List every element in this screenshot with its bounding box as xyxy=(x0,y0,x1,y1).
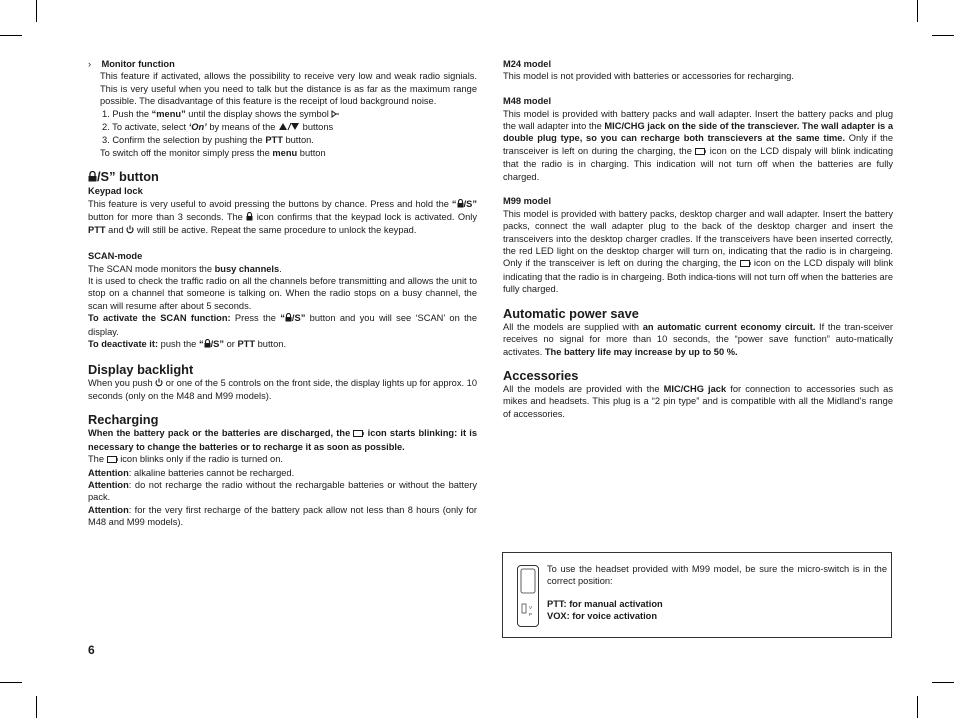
m99-text: This model is provided with battery packs, desktop charger and wall adapter. Insert the battery packs, connect the wall adapter plug to the back of the desktop charger and insert the transceivers into the desktop charger cradles. If the transceivers have been inserted correctly, the red LED light on the desktop charger will turn on, indicating that the radio is in chargeing. Only if the transceiver is left on during the charging, the icon on the LCD dispaly will blink indicating that the radio is in chargeing. Both indica-tions will not turn off when the batteries are fully charged. xyxy=(503,208,893,295)
power-save-text: All the models are supplied with an automatic current economy circuit. If the tran-sceiver receives no signal for more than 10 seconds, the “power save function” auto-matically activates. The battery life may increase by up to 50 %. xyxy=(503,321,894,357)
crop-mark xyxy=(36,0,37,22)
scan-mode-title: SCAN-mode xyxy=(88,251,143,262)
attention-3: Attention: for the very first recharge of the battery pack allow not less than 8 hours (only for M48 and M99 models). xyxy=(88,504,477,528)
lock-icon xyxy=(285,313,292,325)
keypad-lock-subtitle: Keypad lock xyxy=(88,186,143,197)
battery-icon xyxy=(353,428,364,440)
crop-mark xyxy=(917,696,918,718)
right-column xyxy=(503,58,893,420)
crop-mark xyxy=(932,35,954,36)
battery-icon xyxy=(695,146,706,158)
page-number: 6 xyxy=(88,643,95,657)
monitor-step-3: 3. Confirm the selection by pushing the PTT button. xyxy=(102,135,314,146)
battery-icon xyxy=(107,454,118,466)
crop-mark xyxy=(917,0,918,22)
scan-deactivate: To deactivate it: push the “ /S” or PTT button. xyxy=(88,338,477,351)
m99-title: M99 model xyxy=(503,196,552,207)
monitor-step-1: 1. Push the “menu” until the display shows the symbol xyxy=(102,108,477,121)
power-icon xyxy=(155,378,163,390)
keypad-lock-text: This feature is very useful to avoid pressing the buttons by chance. Press and hold the “ /S” button for more than 3 seconds. The icon confirms that the keypad lock is activated. Only PTT and will still be active. Repeat the same procedure to unlock the keypad. xyxy=(88,198,477,238)
crop-mark xyxy=(0,35,22,36)
note-ptt: PTT: for manual activation xyxy=(547,598,663,609)
monitor-heading xyxy=(88,58,477,70)
backlight-title: Display backlight xyxy=(88,361,194,377)
monitor-step-2: 2. To activate, select ‘On’ by means of the buttons xyxy=(102,121,477,134)
recharging-warning: When the battery pack or the batteries are discharged, the icon starts blinking: it is necessary to change the batteries or to recharge it as soon as possible. xyxy=(88,428,477,452)
switch-p-label: P xyxy=(529,612,533,617)
recharging-blink-note: The icon blinks only if the radio is turned on. xyxy=(88,453,477,466)
monitor-off: To switch off the monitor simply press the menu button xyxy=(100,147,326,158)
monitor-body xyxy=(88,70,477,159)
scan-activate: To activate the SCAN function: Press the “ /S” button and you will see ‘SCAN’ on the display. xyxy=(88,313,478,337)
note-vox: VOX: for voice activation xyxy=(547,611,658,622)
recharging-title: Recharging xyxy=(88,412,159,428)
lock-icon xyxy=(88,170,97,185)
switch-v-label: V xyxy=(529,605,533,610)
monitor-symbol-icon xyxy=(331,109,340,121)
power-save-title: Automatic power save xyxy=(503,305,639,321)
attention-1: Attention: alkaline batteries cannot be recharged. xyxy=(88,467,295,478)
lock-section-title: /S” button xyxy=(88,169,477,185)
lock-icon xyxy=(457,199,464,211)
scan-mode-text-1: The SCAN mode monitors the busy channels. xyxy=(88,263,282,274)
m24-text: This model is not provided with batteries or accessories for recharging. xyxy=(503,71,794,82)
scan-mode-text-2: It is used to check the traffic radio on all the channels before transmitting and allows the unit to stop on a channel that someone is talking on. When the radio stops on a busy channel, the scan will resume after about 5 seconds. xyxy=(88,276,477,311)
crop-mark xyxy=(0,682,22,683)
headset-switch-illustration xyxy=(517,565,539,627)
monitor-title: Monitor function xyxy=(101,59,175,69)
micro-switch-icon xyxy=(518,566,538,626)
battery-icon xyxy=(740,258,751,270)
headset-note-text xyxy=(547,563,887,623)
lock-icon xyxy=(204,339,211,351)
crop-mark xyxy=(932,682,954,683)
m48-title: M48 model xyxy=(503,96,552,107)
up-down-arrows-icon xyxy=(278,122,300,134)
m48-text: This model is provided with battery packs and wall adapter. Insert the battery packs and plug the wall adapter into the MIC/CHG jack on the side of the transciever. The wall adapter is a double plug type, so you can recharge both transcievers at the same time. Only if the transceiver is left on during the charging, the icon on the LCD dispaly will blink indicating that the radio is in charging. This indication will not turn off when the batteries are fully charged. xyxy=(503,108,893,182)
attention-2: Attention: do not recharge the radio without the rechargable batteries or without the battery pack. xyxy=(88,479,477,503)
bullet: › xyxy=(88,59,92,69)
note-intro: To use the headset provided with M99 model, be sure the micro-switch is in the correct position: xyxy=(547,564,887,587)
left-column xyxy=(88,58,477,529)
backlight-text: When you push or one of the 5 controls on the front side, the display lights up for approx. 10 seconds (only on the M48 and M99 models). xyxy=(88,377,477,401)
headset-note-box xyxy=(502,552,892,638)
crop-mark xyxy=(36,696,37,718)
m24-title: M24 model xyxy=(503,59,552,69)
accessories-title: Accessories xyxy=(503,367,579,383)
monitor-intro: This feature if activated, allows the possibility to receive very low and weak radio signials. This is very useful when you need to talk but the distance is as far as the maximum range possible. The disadvantage of this feature is the receipt of loud background noise. xyxy=(100,71,477,107)
monitor-steps xyxy=(100,108,477,147)
accessories-text: All the models are provided with the MIC/CHG jack for connection to accessories such as mikes and headsets. This plug is a “2 pin type” and is compatible with all the Midland’s range of accessories. xyxy=(503,383,893,419)
